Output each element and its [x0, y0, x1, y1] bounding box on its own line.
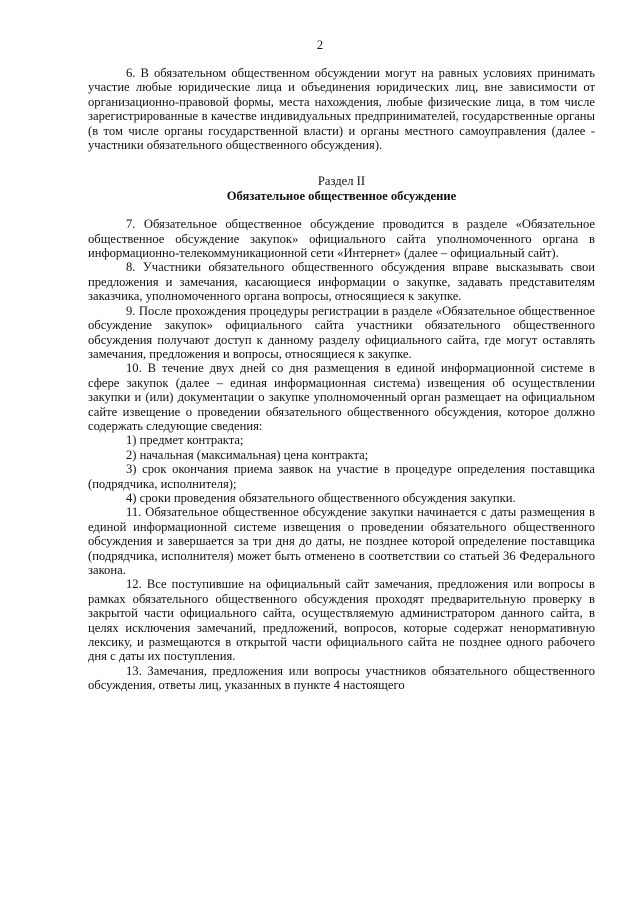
paragraph-13: 13. Замечания, предложения или вопросы участников обязательного общественного обсуждения, ответы лиц, указанных в пункте 4 настоящего: [88, 663, 595, 693]
paragraph-10: 10. В течение двух дней со дня размещения в единой информационной системе в сфере закупок (далее – единая информационная система) извещения об осуществлении закупки и (или) документации о закупке уполномоченный орган размещает на официальном сайте извещение о проведении обязательного общественного обсуждения, которое должно содержать следующие сведения:: [88, 361, 595, 433]
paragraph-6: 6. В обязательном общественном обсуждении могут на равных условиях принимать участие любые юридические лица и объединения юридических лиц, вне зависимости от организационно-правовой формы, места нахождения, любые физические лица, в том числе зарегистрированные в качестве индивидуальных предпринимателей, государственные органы (в том числе органы государственной власти) и органы местного самоуправления (далее - участники обязательного общественного обсуждения).: [88, 66, 595, 153]
paragraph-11: 11. Обязательное общественное обсуждение закупки начинается с даты размещения в единой информационной системе извещения о проведении обязательного общественного обсуждения и завершается за три дня до даты, не позднее которой определение поставщика (подрядчика, исполнителя) может быть отменено в соответствии со статьей 36 Федерального закона.: [88, 505, 595, 577]
paragraph-8: 8. Участники обязательного общественного обсуждения вправе высказывать свои предложения и замечания, касающиеся информации о закупке, задавать представителям заказчика, уполномоченного органа вопросы, относящиеся к закупке.: [88, 260, 595, 304]
spacer: [88, 152, 595, 174]
paragraph-9: 9. После прохождения процедуры регистрации в разделе «Обязательное общественное обсуждение закупок» официального сайта участники обязательного общественного обсуждения получают доступ к данному разделу официального сайта, где могут оставлять замечания, предложения и вопросы, относящиеся к закупке.: [88, 303, 595, 361]
paragraph-12: 12. Все поступившие на официальный сайт замечания, предложения или вопросы в рамках обязательного общественного обсуждения проходят предварительную проверку в закрытой части официального сайта, осуществляемую администратором данного сайта, в целях исключения замечаний, предложений, вопросов, которые содержат ненормативную лексику, и размещаются в открытой части официального сайта не позднее одного рабочего дня с даты их поступления.: [88, 577, 595, 664]
spacer: [88, 203, 595, 217]
paragraph-7: 7. Обязательное общественное обсуждение проводится в разделе «Обязательное общественное обсуждение закупок» официального сайта уполномоченного органа в информационно-телекоммуникационной сети «Интернет» (далее – официальный сайт).: [88, 217, 595, 261]
page-number: 2: [316, 38, 324, 52]
list-item-2: 2) начальная (максимальная) цена контракта;: [126, 447, 369, 462]
section-heading: Раздел II: [317, 174, 366, 189]
section-title: Обязательное общественное обсуждение: [226, 188, 457, 203]
list-item-3: 3) срок окончания приема заявок на участие в процедуре определения поставщика (подрядчика, исполнителя);: [88, 462, 595, 491]
document-body: [88, 66, 595, 693]
list-item-4: 4) сроки проведения обязательного общественного обсуждения закупки.: [126, 490, 516, 505]
list-item-1: 1) предмет контракта;: [126, 433, 244, 448]
